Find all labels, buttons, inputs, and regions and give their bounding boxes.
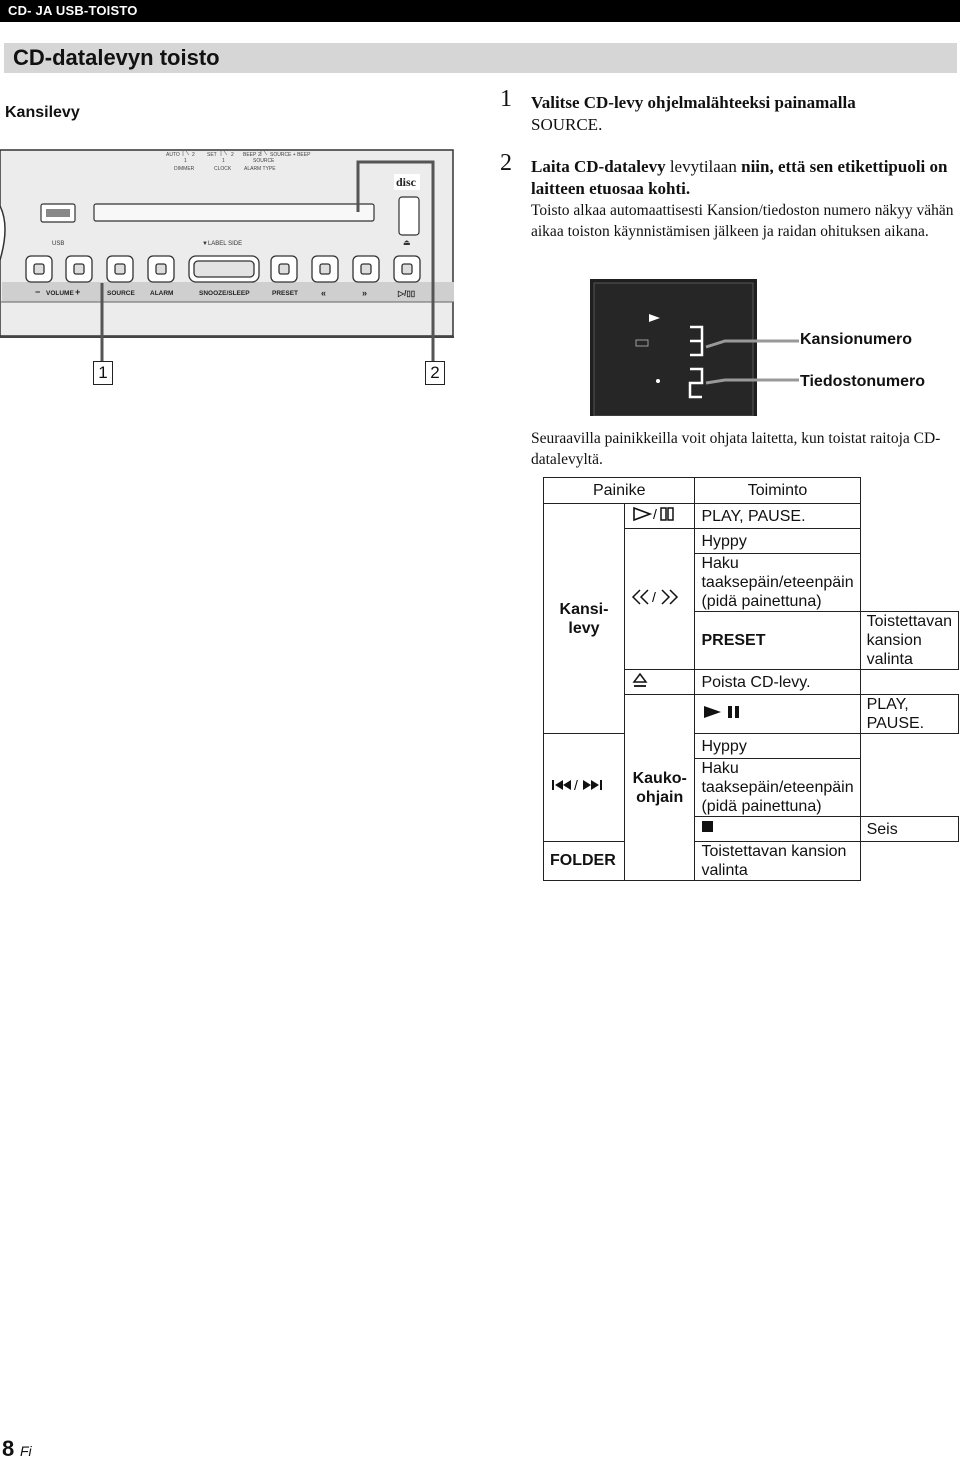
function-cell: PLAY, PAUSE. <box>695 504 860 529</box>
disc-slot[interactable] <box>94 204 374 221</box>
prev-button[interactable] <box>312 256 338 282</box>
label-two-b: 2 <box>231 152 234 158</box>
table-header-row <box>544 478 959 504</box>
intro-text: Seuraavilla painikkeilla voit ohjata laitetta, kun toistat raitoja CD-datalevyltä. <box>531 430 941 468</box>
prev-label: « <box>321 288 327 298</box>
table-row <box>544 504 959 529</box>
stop-icon <box>701 820 715 834</box>
function-cell: Poista CD-levy. <box>695 670 860 695</box>
button-cell-preset: PRESET <box>695 612 860 670</box>
svg-text:/: / <box>652 505 657 522</box>
alarm-label: ALARM <box>150 290 174 297</box>
device-label: Kansilevy <box>5 104 80 121</box>
header-button: Painike <box>544 478 695 504</box>
vol-minus-label: − <box>35 287 41 297</box>
step-2-bold-2: niin, että sen etikettipuoli on laitteen etuosaa kohti. <box>531 157 948 198</box>
section-header <box>0 0 960 22</box>
group-kaukoohjain: Kauko- ohjain <box>624 695 695 881</box>
eject-outline-icon <box>631 671 649 689</box>
function-cell: Hyppy <box>695 734 860 759</box>
label-auto: AUTO <box>166 152 180 158</box>
vol-plus-label: + <box>75 287 81 297</box>
function-cell: Seis <box>860 817 958 842</box>
step-2-note: Toisto alkaa automaattisesti Kansion/tiedoston numero näkyy vähän aikaa toiston käynnistämisen jälkeen ja raidan ohituksen aikana. <box>531 202 954 240</box>
disc-logo-text: disc <box>396 175 417 189</box>
volume-label: VOLUME <box>46 290 74 297</box>
header-function: Toiminto <box>695 478 860 504</box>
play-pause-button[interactable] <box>394 256 420 282</box>
button-cell <box>624 504 695 529</box>
device-front-panel <box>0 148 456 338</box>
next-button[interactable] <box>353 256 379 282</box>
play-pause-solid-icon <box>701 704 747 720</box>
step-2-normal: levytilaan <box>665 157 742 176</box>
volume-minus-button[interactable] <box>26 256 52 282</box>
section-title: CD- JA USB-TOISTO <box>8 3 138 18</box>
label-beep: BEEP <box>243 152 257 158</box>
label-side: ▼LABEL SIDE <box>202 241 243 247</box>
button-cell <box>544 734 625 842</box>
marker-connectors <box>100 338 440 362</box>
page-language: Fi <box>20 1443 32 1459</box>
function-cell: Toistettavan kansion valinta <box>695 842 860 881</box>
step-2-bold-1: Laita CD-datalevy <box>531 157 666 176</box>
marker-1: 1 <box>93 361 113 385</box>
label-two-a: 2 <box>192 152 195 158</box>
svg-text:/: / <box>651 588 656 605</box>
step-1-bold: Valitse CD-levy ohjelmalähteeksi painamalla <box>531 93 856 112</box>
title-bar <box>4 43 957 73</box>
file-number-callout: Tiedostonumero <box>800 373 926 390</box>
button-cell <box>695 817 860 842</box>
function-cell: Haku taaksepäin/eteenpäin (pidä painettuna) <box>695 554 860 612</box>
usb-port[interactable] <box>41 204 75 222</box>
source-button[interactable] <box>107 256 133 282</box>
preset-label: PRESET <box>272 290 299 297</box>
controls-table <box>543 477 959 881</box>
display-illustration <box>590 279 757 416</box>
step-1-number: 1 <box>500 86 512 112</box>
source-label: SOURCE <box>107 290 135 297</box>
folder-number-callout: Kansionumero <box>800 331 913 348</box>
function-cell: Toistettavan kansion valinta <box>860 612 958 670</box>
play-pause-label: ▷/▯▯ <box>398 289 416 298</box>
button-cell <box>695 695 860 734</box>
button-cell-folder: FOLDER <box>544 842 625 881</box>
page-number: 8 <box>2 1436 15 1461</box>
label-source-top: SOURCE <box>253 158 275 164</box>
alarm-button[interactable] <box>148 256 174 282</box>
label-two-c: 2 <box>258 152 261 158</box>
snooze-sleep-button[interactable] <box>189 256 259 282</box>
play-pause-outline-icon <box>631 506 677 522</box>
skip-outline-icon <box>631 588 683 606</box>
eject-icon: ⏏ <box>403 238 411 247</box>
label-one-b: 1 <box>222 158 225 164</box>
skip-solid-icon <box>550 777 614 793</box>
preset-button[interactable] <box>271 256 297 282</box>
label-set: SET <box>207 152 217 158</box>
step-1-source: SOURCE. <box>531 115 603 134</box>
label-alarm-type: ALARM TYPE <box>244 166 276 172</box>
table-row <box>544 842 959 881</box>
svg-text:/: / <box>574 777 578 793</box>
function-cell: Hyppy <box>695 529 860 554</box>
function-cell: PLAY, PAUSE. <box>860 695 958 734</box>
callout-extensions <box>757 339 802 389</box>
snooze-label: SNOOZE/SLEEP <box>199 290 250 297</box>
table-row <box>544 734 959 759</box>
usb-label: USB <box>52 241 65 247</box>
volume-plus-button[interactable] <box>66 256 92 282</box>
label-dimmer: DIMMER <box>174 166 195 172</box>
label-clock: CLOCK <box>214 166 232 172</box>
label-one-a: 1 <box>184 158 187 164</box>
function-cell: Haku taaksepäin/eteenpäin (pidä painettuna) <box>695 759 860 817</box>
eject-button[interactable] <box>399 197 419 235</box>
cd-logo <box>394 174 420 190</box>
page-title: CD-datalevyn toisto <box>13 45 220 70</box>
button-cell <box>624 670 695 695</box>
step-2-number: 2 <box>500 150 512 176</box>
next-label: » <box>362 288 368 298</box>
marker-2: 2 <box>425 361 445 385</box>
label-source-beep: SOURCE + BEEP <box>270 152 311 158</box>
group-kansilevy: Kansi- levy <box>544 504 625 734</box>
button-cell <box>624 529 695 670</box>
